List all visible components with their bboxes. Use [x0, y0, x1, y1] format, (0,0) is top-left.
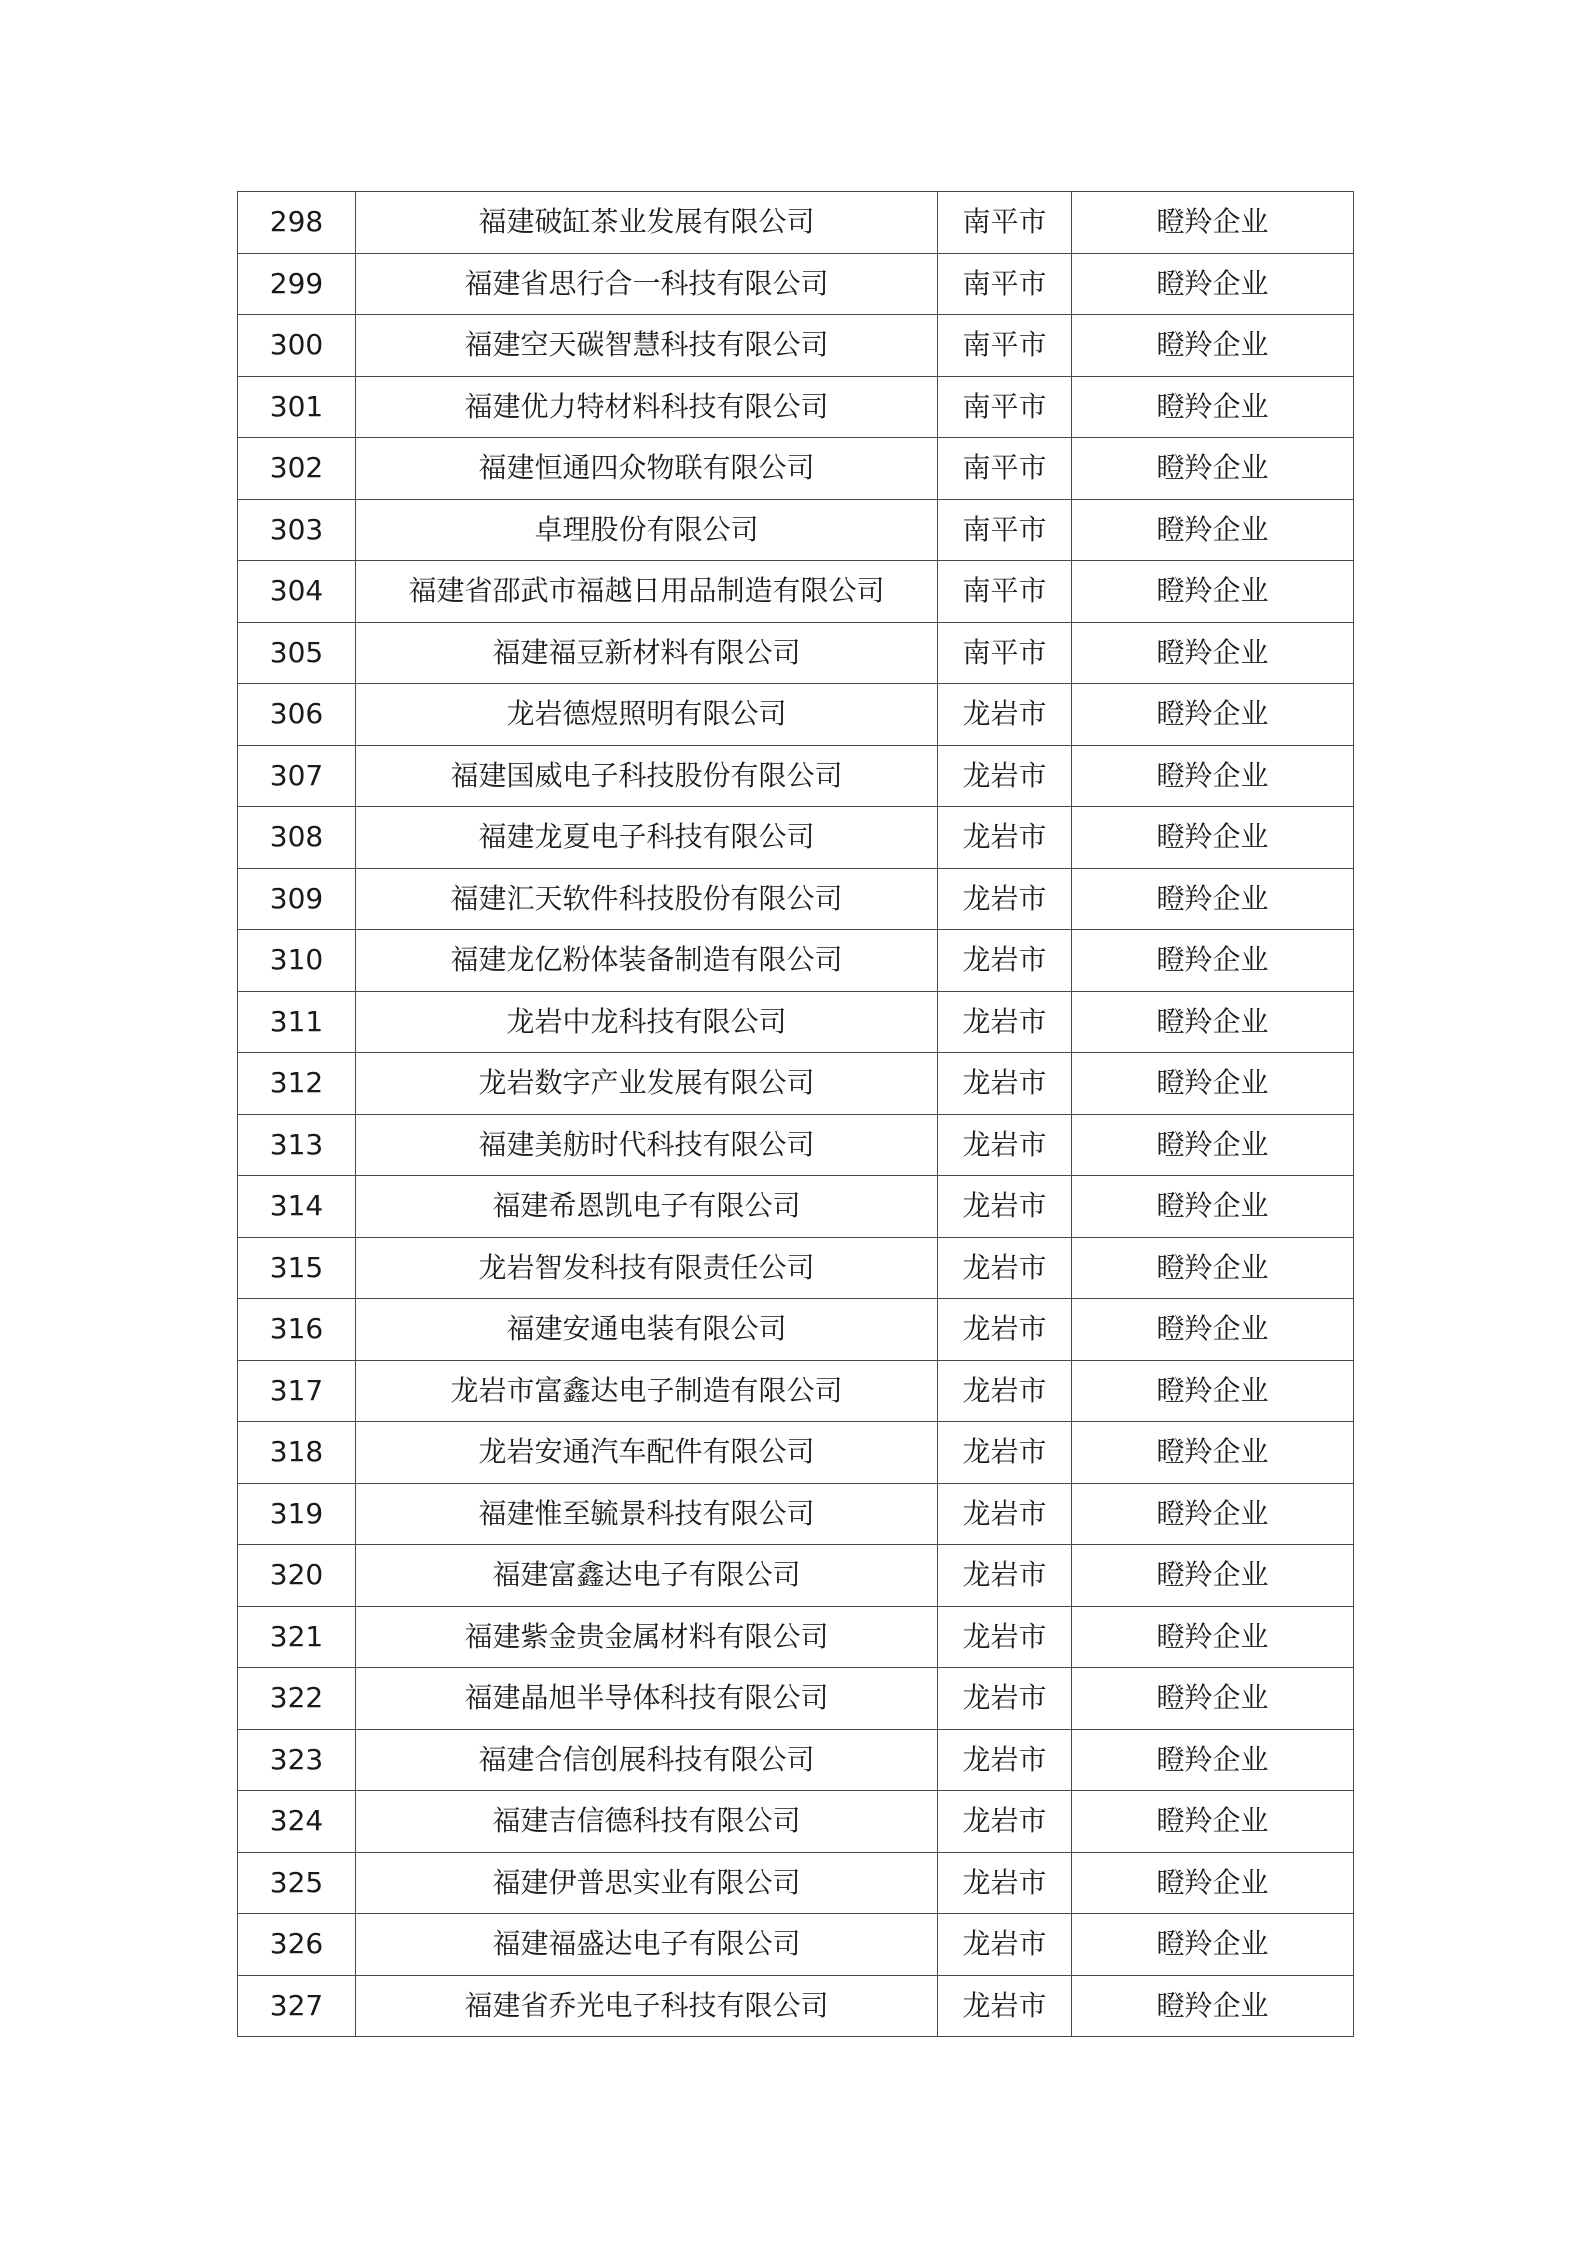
city-cell: 龙岩市: [938, 1237, 1072, 1299]
company-name-cell: 龙岩中龙科技有限公司: [356, 991, 938, 1053]
city-cell: 南平市: [938, 622, 1072, 684]
row-number-cell: 322: [238, 1668, 356, 1730]
enterprise-type-cell: 瞪羚企业: [1072, 438, 1354, 500]
row-number-cell: 314: [238, 1176, 356, 1238]
enterprise-list-table: [237, 191, 1354, 2037]
enterprise-type-cell: 瞪羚企业: [1072, 1545, 1354, 1607]
table-row: [238, 253, 1354, 315]
city-cell: 南平市: [938, 376, 1072, 438]
company-name-cell: 福建空天碳智慧科技有限公司: [356, 315, 938, 377]
city-cell: 龙岩市: [938, 1914, 1072, 1976]
table-row: [238, 1668, 1354, 1730]
city-cell: 龙岩市: [938, 1545, 1072, 1607]
table-row: [238, 991, 1354, 1053]
row-number-cell: 299: [238, 253, 356, 315]
enterprise-type-cell: 瞪羚企业: [1072, 1114, 1354, 1176]
company-name-cell: 福建晶旭半导体科技有限公司: [356, 1668, 938, 1730]
city-cell: 龙岩市: [938, 807, 1072, 869]
table-row: [238, 1852, 1354, 1914]
table-row: [238, 1914, 1354, 1976]
city-cell: 龙岩市: [938, 1176, 1072, 1238]
enterprise-type-cell: 瞪羚企业: [1072, 684, 1354, 746]
company-name-cell: 福建龙亿粉体装备制造有限公司: [356, 930, 938, 992]
table-row: [238, 684, 1354, 746]
enterprise-type-cell: 瞪羚企业: [1072, 1975, 1354, 2037]
row-number-cell: 316: [238, 1299, 356, 1361]
enterprise-type-cell: 瞪羚企业: [1072, 1299, 1354, 1361]
row-number-cell: 309: [238, 868, 356, 930]
enterprise-type-cell: 瞪羚企业: [1072, 1483, 1354, 1545]
row-number-cell: 323: [238, 1729, 356, 1791]
row-number-cell: 326: [238, 1914, 356, 1976]
city-cell: 龙岩市: [938, 1360, 1072, 1422]
enterprise-type-cell: 瞪羚企业: [1072, 253, 1354, 315]
table-row: [238, 1299, 1354, 1361]
table-row: [238, 1545, 1354, 1607]
company-name-cell: 福建紫金贵金属材料有限公司: [356, 1606, 938, 1668]
table-row: [238, 622, 1354, 684]
row-number-cell: 315: [238, 1237, 356, 1299]
enterprise-type-cell: 瞪羚企业: [1072, 1668, 1354, 1730]
company-name-cell: 福建希恩凯电子有限公司: [356, 1176, 938, 1238]
city-cell: 南平市: [938, 253, 1072, 315]
company-name-cell: 福建惟至毓景科技有限公司: [356, 1483, 938, 1545]
city-cell: 龙岩市: [938, 1668, 1072, 1730]
enterprise-type-cell: 瞪羚企业: [1072, 1237, 1354, 1299]
enterprise-type-cell: 瞪羚企业: [1072, 868, 1354, 930]
table-row: [238, 868, 1354, 930]
row-number-cell: 300: [238, 315, 356, 377]
table-row: [238, 807, 1354, 869]
enterprise-type-cell: 瞪羚企业: [1072, 930, 1354, 992]
company-name-cell: 福建伊普思实业有限公司: [356, 1852, 938, 1914]
table-row: [238, 1483, 1354, 1545]
city-cell: 龙岩市: [938, 684, 1072, 746]
table-body: [238, 192, 1354, 2037]
enterprise-type-cell: 瞪羚企业: [1072, 1729, 1354, 1791]
table-row: [238, 561, 1354, 623]
city-cell: 龙岩市: [938, 1114, 1072, 1176]
city-cell: 龙岩市: [938, 1852, 1072, 1914]
enterprise-type-cell: 瞪羚企业: [1072, 561, 1354, 623]
company-name-cell: 龙岩智发科技有限责任公司: [356, 1237, 938, 1299]
company-name-cell: 福建吉信德科技有限公司: [356, 1791, 938, 1853]
company-name-cell: 福建破缸茶业发展有限公司: [356, 192, 938, 254]
table-row: [238, 1360, 1354, 1422]
enterprise-type-cell: 瞪羚企业: [1072, 745, 1354, 807]
row-number-cell: 324: [238, 1791, 356, 1853]
city-cell: 南平市: [938, 561, 1072, 623]
enterprise-type-cell: 瞪羚企业: [1072, 315, 1354, 377]
company-name-cell: 福建汇天软件科技股份有限公司: [356, 868, 938, 930]
enterprise-type-cell: 瞪羚企业: [1072, 1914, 1354, 1976]
enterprise-type-cell: 瞪羚企业: [1072, 991, 1354, 1053]
company-name-cell: 龙岩市富鑫达电子制造有限公司: [356, 1360, 938, 1422]
company-name-cell: 福建优力特材料科技有限公司: [356, 376, 938, 438]
city-cell: 龙岩市: [938, 1483, 1072, 1545]
city-cell: 南平市: [938, 499, 1072, 561]
company-name-cell: 福建合信创展科技有限公司: [356, 1729, 938, 1791]
company-name-cell: 福建省邵武市福越日用品制造有限公司: [356, 561, 938, 623]
enterprise-type-cell: 瞪羚企业: [1072, 376, 1354, 438]
table-row: [238, 1606, 1354, 1668]
row-number-cell: 320: [238, 1545, 356, 1607]
city-cell: 龙岩市: [938, 1053, 1072, 1115]
table-row: [238, 1422, 1354, 1484]
enterprise-type-cell: 瞪羚企业: [1072, 807, 1354, 869]
city-cell: 龙岩市: [938, 1791, 1072, 1853]
row-number-cell: 312: [238, 1053, 356, 1115]
city-cell: 龙岩市: [938, 1606, 1072, 1668]
row-number-cell: 308: [238, 807, 356, 869]
city-cell: 龙岩市: [938, 930, 1072, 992]
company-name-cell: 卓理股份有限公司: [356, 499, 938, 561]
table-row: [238, 1053, 1354, 1115]
enterprise-type-cell: 瞪羚企业: [1072, 192, 1354, 254]
table-row: [238, 1237, 1354, 1299]
company-name-cell: 福建安通电装有限公司: [356, 1299, 938, 1361]
city-cell: 龙岩市: [938, 868, 1072, 930]
row-number-cell: 318: [238, 1422, 356, 1484]
row-number-cell: 305: [238, 622, 356, 684]
city-cell: 南平市: [938, 192, 1072, 254]
table-row: [238, 1791, 1354, 1853]
table-row: [238, 499, 1354, 561]
company-name-cell: 福建省思行合一科技有限公司: [356, 253, 938, 315]
table-row: [238, 1729, 1354, 1791]
row-number-cell: 298: [238, 192, 356, 254]
row-number-cell: 327: [238, 1975, 356, 2037]
city-cell: 龙岩市: [938, 1422, 1072, 1484]
city-cell: 龙岩市: [938, 745, 1072, 807]
company-name-cell: 福建美舫时代科技有限公司: [356, 1114, 938, 1176]
row-number-cell: 321: [238, 1606, 356, 1668]
city-cell: 南平市: [938, 315, 1072, 377]
company-name-cell: 龙岩安通汽车配件有限公司: [356, 1422, 938, 1484]
table-row: [238, 315, 1354, 377]
row-number-cell: 325: [238, 1852, 356, 1914]
table-row: [238, 438, 1354, 500]
enterprise-type-cell: 瞪羚企业: [1072, 1791, 1354, 1853]
company-name-cell: 龙岩德煜照明有限公司: [356, 684, 938, 746]
row-number-cell: 313: [238, 1114, 356, 1176]
city-cell: 龙岩市: [938, 1975, 1072, 2037]
table-row: [238, 376, 1354, 438]
row-number-cell: 301: [238, 376, 356, 438]
enterprise-type-cell: 瞪羚企业: [1072, 1606, 1354, 1668]
city-cell: 龙岩市: [938, 991, 1072, 1053]
row-number-cell: 302: [238, 438, 356, 500]
company-name-cell: 福建恒通四众物联有限公司: [356, 438, 938, 500]
enterprise-type-cell: 瞪羚企业: [1072, 1053, 1354, 1115]
company-name-cell: 龙岩数字产业发展有限公司: [356, 1053, 938, 1115]
company-name-cell: 福建龙夏电子科技有限公司: [356, 807, 938, 869]
table-row: [238, 1114, 1354, 1176]
table-row: [238, 745, 1354, 807]
row-number-cell: 307: [238, 745, 356, 807]
row-number-cell: 317: [238, 1360, 356, 1422]
row-number-cell: 310: [238, 930, 356, 992]
company-name-cell: 福建福豆新材料有限公司: [356, 622, 938, 684]
table-row: [238, 192, 1354, 254]
table-row: [238, 1176, 1354, 1238]
row-number-cell: 304: [238, 561, 356, 623]
enterprise-type-cell: 瞪羚企业: [1072, 1422, 1354, 1484]
company-name-cell: 福建省乔光电子科技有限公司: [356, 1975, 938, 2037]
table-row: [238, 1975, 1354, 2037]
row-number-cell: 303: [238, 499, 356, 561]
enterprise-type-cell: 瞪羚企业: [1072, 499, 1354, 561]
enterprise-type-cell: 瞪羚企业: [1072, 1852, 1354, 1914]
row-number-cell: 319: [238, 1483, 356, 1545]
enterprise-type-cell: 瞪羚企业: [1072, 1360, 1354, 1422]
row-number-cell: 306: [238, 684, 356, 746]
city-cell: 南平市: [938, 438, 1072, 500]
company-name-cell: 福建国威电子科技股份有限公司: [356, 745, 938, 807]
row-number-cell: 311: [238, 991, 356, 1053]
city-cell: 龙岩市: [938, 1299, 1072, 1361]
company-name-cell: 福建富鑫达电子有限公司: [356, 1545, 938, 1607]
city-cell: 龙岩市: [938, 1729, 1072, 1791]
enterprise-type-cell: 瞪羚企业: [1072, 622, 1354, 684]
table-row: [238, 930, 1354, 992]
enterprise-type-cell: 瞪羚企业: [1072, 1176, 1354, 1238]
company-name-cell: 福建福盛达电子有限公司: [356, 1914, 938, 1976]
